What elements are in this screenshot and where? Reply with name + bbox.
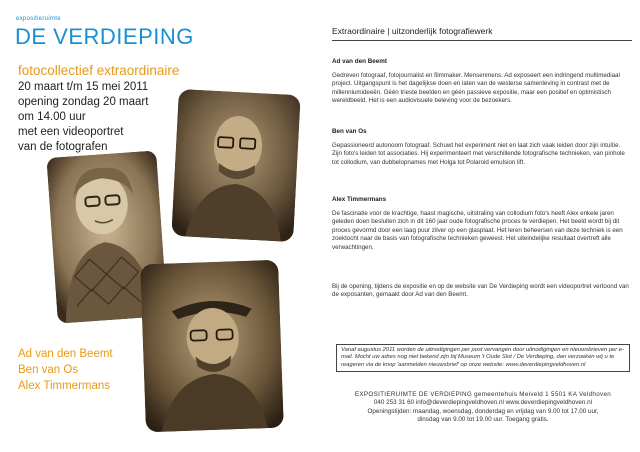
portrait-photo-man-glasses [171,89,301,242]
contact-info [336,391,630,425]
exhibition-title: fotocollectief extraordinaire [18,63,180,78]
section-heading-alex: Alex Timmermans [332,196,387,203]
brand-subtitle: expositieruimte [16,16,61,22]
detail-video-2: van de fotografen [18,141,108,153]
section-heading-ben: Ben van Os [332,128,367,135]
detail-video: met een videoportret [18,126,124,138]
section-text-ad: Gedreven fotograaf, fotojournalist en filmmaker. Mensenmens. Ad exposeert een indringend multimediaal project. Uitgangspunt is het dagelijkse doen en laten van de westerse samenleving in contrast met de millenniumideeën. Géén trieste beelden en géén passieve expositie, maar een positief en optimistisch wereldbeeld. Het is een audiovisuele beleving voor de bezoekers. [332,72,620,105]
invitation-back [320,0,640,452]
newsletter-notice: Vanaf augustus 2011 worden de uitnodigingen per post vervangen door uitnodigingen en nieuwsbrieven per e-mail. Mocht uw adres nog niet bekend zijn bij Museum 't Oude Slot / De Verdieping, dan verzoeken wij u te reageren via de knop 'aanmelden nieuwsbrief' op onze website: www.deverdiepingveldhoven.nl [336,344,630,372]
detail-dates: 20 maart t/m 15 mei 2011 [18,81,149,93]
page-title: Extraordinaire | uitzonderlijk fotografiewerk [332,26,632,41]
section-text-ben: Gepassioneerd autonoom fotograaf. Schuwt het experiment niet en laat zich vaak leiden door zijn intuïtie. Zijn foto's leiden tot associaties. Hij experimenteert met verschillende fotografische technieken, van pinhole tot collodium, van dubbelopnames met Holga tot Polaroid emulsion lift. [332,142,625,166]
portrait-photo-man-hat [140,260,284,433]
section-text-alex: De fascinatie voor de krachtige, haast magische, uitstraling van collodium foto's heeft Alex enkele jaren geleden doen besluiten zich in dit 160 jaar oude fotografische proces te verdiepen. Het beeld wordt bij dit proces gevormd door een laag puur zilver op een glasplaat. Het leren beheersen van deze techniek is een zoektocht naar de basis van fotografische technieken geweest. Het uiteindelijke resultaat overtreft alle verwachtingen. [332,210,623,251]
brand-logo: DE VERDIEPING [15,24,194,49]
photographer-names [18,346,113,394]
opening-note: Bij de opening, tijdens de expositie en op de website van De Verdieping wordt een videoportret vertoond van de exposanten, gemaakt door Ad van den Beemt. [332,283,629,299]
section-heading-ad: Ad van den Beemt [332,58,387,65]
contact-hours-2: dinsdag van 9.00 tot 19.00 uur. Toegang gratis. [417,416,549,424]
contact-hours: Openingstijden: maandag, woensdag, donderdag en vrijdag van 9.00 tot 17.00 uur, [367,407,599,415]
detail-opening: opening zondag 20 maart [18,96,149,108]
contact-address: EXPOSITIERUIMTE DE VERDIEPING gemeentehuis Meiveld 1 5501 KA Veldhoven [354,391,612,398]
contact-phone-email-web: 040 253 31 60 info@deverdiepingveldhoven.nl www.deverdiepingveldhoven.nl [373,399,593,407]
name-ben: Ben van Os [18,364,79,376]
detail-time: om 14.00 uur [18,111,86,123]
name-alex: Alex Timmermans [18,380,111,392]
name-ad: Ad van den Beemt [18,348,113,360]
